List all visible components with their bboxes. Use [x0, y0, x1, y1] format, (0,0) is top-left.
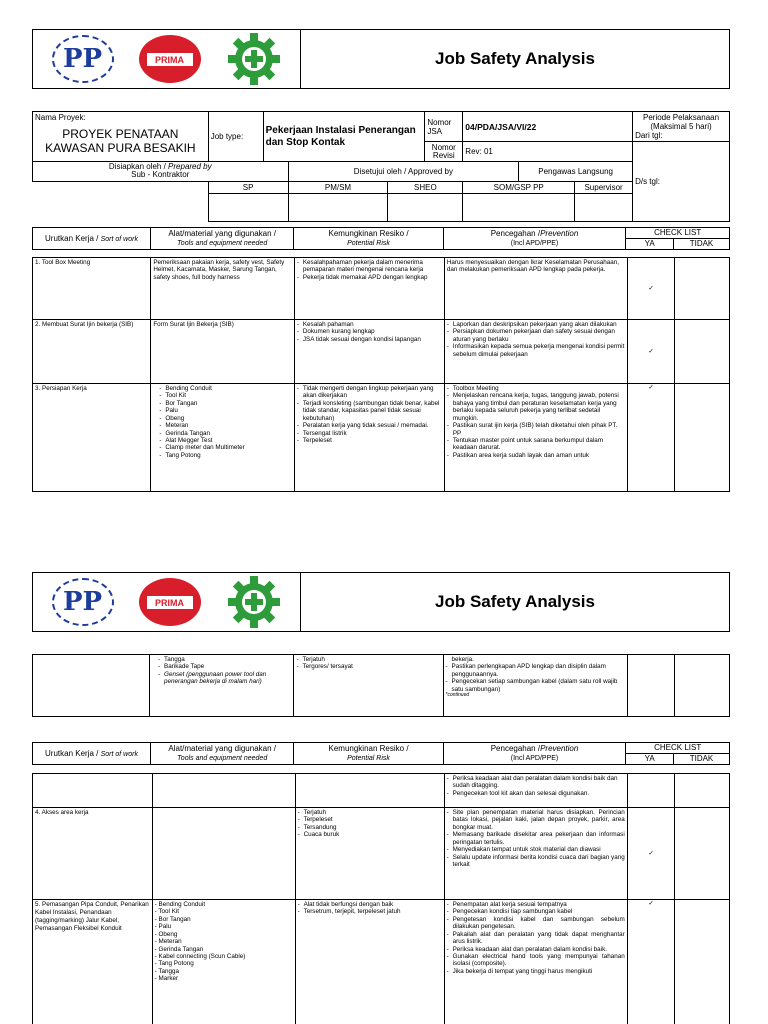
- prevention-cell: - Laporkan dan deskripsikan pekerjaan yang akan dilakukan - Persiapkan dokumen pekerjaan dan safety sesuai dengan aturan yang berlaku - Informasikan kepada semua pekerja mengenai kondisi permit sebelum dimulai pekerjaan: [444, 320, 627, 384]
- col-ya: YA: [626, 754, 674, 765]
- col-urutan: Urutkan Kerja / Sort of work: [33, 228, 151, 250]
- col-urutan: Urutkan Kerja / Sort of work: [33, 743, 151, 765]
- col-alat: Alat/material yang digunakan / Tools and equipment needed: [151, 228, 294, 250]
- pp-logo: PP: [52, 578, 114, 626]
- prima-logo: [139, 578, 201, 626]
- table-row: [33, 774, 730, 808]
- gear-cross-logo: [226, 574, 282, 630]
- check-tidak: [675, 384, 730, 492]
- table-row: [33, 655, 730, 717]
- signature-sp: [208, 194, 288, 222]
- check-ya: ✓: [627, 808, 675, 900]
- check-ya: [627, 774, 675, 808]
- work-step: 4. Akses area kerja: [33, 808, 153, 900]
- dari-tgl-label: Dari tgl:: [635, 131, 663, 140]
- table-row: [33, 384, 730, 492]
- page-title: Job Safety Analysis: [435, 592, 595, 611]
- continued-note: *continued: [445, 692, 470, 699]
- table-row: [33, 258, 730, 320]
- role-sp: SP: [208, 182, 288, 194]
- job-type-value: Pekerjaan Instalasi Penerangan dan Stop Kontak: [263, 112, 425, 162]
- check-tidak: [675, 258, 730, 320]
- prepared-by-label: Disiapkan oleh /: [108, 162, 166, 171]
- prima-logo-text: PRIMA: [147, 53, 193, 66]
- prevention-cell: bekerja. - Pastikan perlengkapan APD lengkap dan disiplin dalam penggunaannya. - Pengecekan setiap sambungan kabel (dalam satu roll wajib satu sambungan) *continued: [443, 655, 627, 717]
- tools-cell: - Tangga - Barikade Tape - Genset (penggunaan power tool dan penerangan bekerja di malam hari): [150, 655, 294, 717]
- check-tidak: [675, 900, 730, 1024]
- tools-cell: Pemeriksaan pakaian kerja, safety vest, Safety Helmet, Kacamata, Masker, Sarung Tangan, safety shoes, full body harness: [151, 258, 295, 320]
- tools-cell: [152, 808, 295, 900]
- risk-cell: - Alat tidak berfungsi dengan baik - Tersetrum, terjepit, terpeleset jatuh: [295, 900, 444, 1024]
- signature-supervisor: [575, 194, 633, 222]
- table-row: [33, 900, 730, 1024]
- jsa-table-p2-continued: [32, 654, 730, 717]
- role-som-gsp: SOM/GSP PP: [463, 182, 575, 194]
- risk-cell: - Kesalahpahaman pekerja dalam menerima pemaparan materi mengenai rencana kerja - Pekerja tidak memakai APD dengan lengkap: [294, 258, 444, 320]
- sub-kontraktor: Sub - Kontraktor: [131, 170, 190, 180]
- risk-cell: - Tidak mengerti dengan lingkup pekerjaan yang akan dikerjakan - Terjadi konsleting (sambungan tidak benar, kabel tidak standar, kapasitas panel tidak sesuai kebutuhan) - Peralatan kerja yang tidak sesuai / memadai. - Tersengat listrik - Terpeleset: [294, 384, 444, 492]
- table-row: [33, 320, 730, 384]
- work-step: [33, 655, 150, 717]
- nomor-jsa-value: 04/PDA/JSA/VI/22: [463, 112, 633, 142]
- col-alat: Alat/material yang digunakan / Tools and equipment needed: [151, 743, 294, 765]
- nomor-revisi-value: Rev: 01: [463, 142, 633, 162]
- check-tidak: [675, 774, 730, 808]
- nomor-revisi-label: Nomor Revisi: [425, 142, 463, 162]
- ds-tgl-cell: [633, 142, 730, 222]
- gear-cross-logo: [226, 31, 282, 87]
- prepared-by-cell: [33, 162, 289, 182]
- col-ya: YA: [626, 239, 674, 250]
- tools-cell: [152, 774, 295, 808]
- work-step: 5. Pemasangan Pipa Conduit, Penarikan Kabel Instalasi, Penandaan (tagging/marking) Jalur Kabel, Pemasangan Fleksibel Konduit: [33, 900, 153, 1024]
- tools-cell: Form Surat Ijin Bekerja (SIB): [151, 320, 295, 384]
- risk-cell: - Terjatuh - Terpeleset - Tersandung - Cuaca buruk: [295, 808, 444, 900]
- check-tidak: [675, 655, 730, 717]
- prevention-cell: Harus menyesuaikan dengan Ikrar Keselamatan Perusahaan, dan melakukan pemeriksaan APD lengkap pada pekerja.: [444, 258, 627, 320]
- pp-logo: PP: [52, 35, 114, 83]
- logo-group: [33, 573, 301, 631]
- check-tidak: [675, 320, 730, 384]
- check-ya: ✓: [627, 320, 675, 384]
- risk-cell: - Terjatuh - Tergores/ tersayat: [294, 655, 443, 717]
- check-ya: ✓: [627, 258, 675, 320]
- prima-logo-text: PRIMA: [147, 596, 193, 609]
- col-risiko: Kemungkinan Resiko / Potential Risk: [294, 743, 443, 765]
- spacer-cell: [33, 194, 209, 222]
- nomor-jsa-label: Nomor JSA: [425, 112, 463, 142]
- approved-by: Disetujui oleh / Approved by: [288, 162, 519, 182]
- role-pm-sm: PM/SM: [288, 182, 388, 194]
- signature-som-gsp: [463, 194, 575, 222]
- spacer-cell: [33, 182, 209, 194]
- check-ya: ✓: [627, 384, 675, 492]
- signature-pm-sm: [288, 194, 388, 222]
- prima-logo: [139, 35, 201, 83]
- col-tidak: TIDAK: [673, 239, 729, 250]
- role-sheo: SHEO: [388, 182, 463, 194]
- periode-cell: [633, 112, 730, 142]
- risk-cell: - Kesalah pahaman - Dokumen kurang lengkap - JSA tidak sesuai dengan kondisi lapangan: [294, 320, 444, 384]
- col-checklist: CHECK LIST: [626, 743, 730, 754]
- prevention-cell: - Periksa keadaan alat dan peralatan dalam kondisi baik dan sudah ditagging. - Pengecekan tool kit akan dan selesai digunakan.: [444, 774, 627, 808]
- pengawas-langsung: Pengawas Langsung: [519, 162, 633, 182]
- check-tidak: [675, 808, 730, 900]
- col-checklist: CHECK LIST: [626, 228, 730, 239]
- prevention-cell: - Site plan penempatan material harus disiapkan. Perincian batas lokasi, pejalan kaki, jalan depan proyek, parkir, area bongkar muat. - Memasang barikade disekitar area pekerjaan dan informasi peringatan tertulis. - Menyediakan tempat untuk stok material dan diawasi - Selalu update informasi berita kondisi cuaca dari bagian yang terkait: [444, 808, 627, 900]
- periode-label: Periode Pelaksanaan (Maksimal 5 hari): [643, 113, 720, 131]
- prevention-cell: - Toolbox Meeting - Menjelaskan rencana kerja, tugas, tanggung jawab, potensi bahaya yang timbul dan peraturan keselamatan kerja yang berlaku kepada seluruh pekerja yang terlibat sedetail mungkin. - Pastikan surat ijin kerja (SIB) telah diketahui oleh pihak PT. PP - Tentukan master point untuk sarana berkumpul dalam keadaan darurat. - Pastikan area kerja sudah layak dan aman untuk: [444, 384, 627, 492]
- project-name: PROYEK PENATAAN KAWASAN PURA BESAKIH: [45, 127, 196, 155]
- page-title: Job Safety Analysis: [435, 49, 595, 68]
- logo-group: [33, 30, 301, 88]
- job-type-label: Job type:: [208, 112, 263, 162]
- project-info-table: [32, 111, 730, 222]
- ds-tgl-label: D/s tgl:: [635, 177, 660, 186]
- risk-cell: [295, 774, 444, 808]
- project-name-cell: [33, 112, 209, 162]
- jsa-table-p1: [32, 257, 730, 492]
- column-header-p1: [32, 227, 730, 250]
- role-supervisor: Supervisor: [575, 182, 633, 194]
- check-ya: ✓: [627, 900, 675, 1024]
- jsa-table-p2: [32, 773, 730, 1024]
- tools-cell: - Bending Conduit - Tool Kit - Bor Tangan - Palu - Obeng - Meteran - Gerinda Tangan - Kabel connecting (Scun Cable) - Tang Potong - Tangga - Marker: [152, 900, 295, 1024]
- col-pencegahan: Pencegahan /Prevention (Incl APD/PPE): [443, 228, 626, 250]
- work-step: 1. Tool Box Meeting: [33, 258, 151, 320]
- work-step: 3. Persiapan Kerja: [33, 384, 151, 492]
- prepared-by-italic: Prepared by: [168, 162, 212, 171]
- prevention-cell: - Penempatan alat kerja sesuai tempatnya - Pengecekan kondisi tiap sambungan kabel - Pengetesan kondisi kabel dan sambungan sebelum dilakukan pengetesan. - Pakailah alat dan peralatan yang tidak dapat menghantar arus listrik. - Periksa keadaan alat dan peralatan dalam kondisi baik. - Gunakan electrical hand tools yang mempunyai tahanan isolasi (composite). - Jika bekerja di tempat yang tinggi harus mengikuti: [444, 900, 627, 1024]
- tools-cell: - Bending Conduit - Tool Kit - Bor Tangan - Palu - Obeng - Meteran - Gerinda Tangan - Alat Megger Test - Clamp meter dan Multimeter - Tang Potong: [151, 384, 295, 492]
- check-ya: [627, 655, 674, 717]
- work-step: 2. Membuat Surat Ijin bekerja (SIB): [33, 320, 151, 384]
- col-risiko: Kemungkinan Resiko / Potential Risk: [294, 228, 443, 250]
- col-pencegahan: Pencegahan /Prevention (Incl APD/PPE): [443, 743, 626, 765]
- page1-header: [32, 29, 730, 89]
- work-step: [33, 774, 153, 808]
- col-tidak: TIDAK: [673, 754, 729, 765]
- column-header-p2: [32, 742, 730, 765]
- table-row: [33, 808, 730, 900]
- page2-header: [32, 572, 730, 632]
- signature-sheo: [388, 194, 463, 222]
- project-name-label: Nama Proyek:: [35, 113, 86, 122]
